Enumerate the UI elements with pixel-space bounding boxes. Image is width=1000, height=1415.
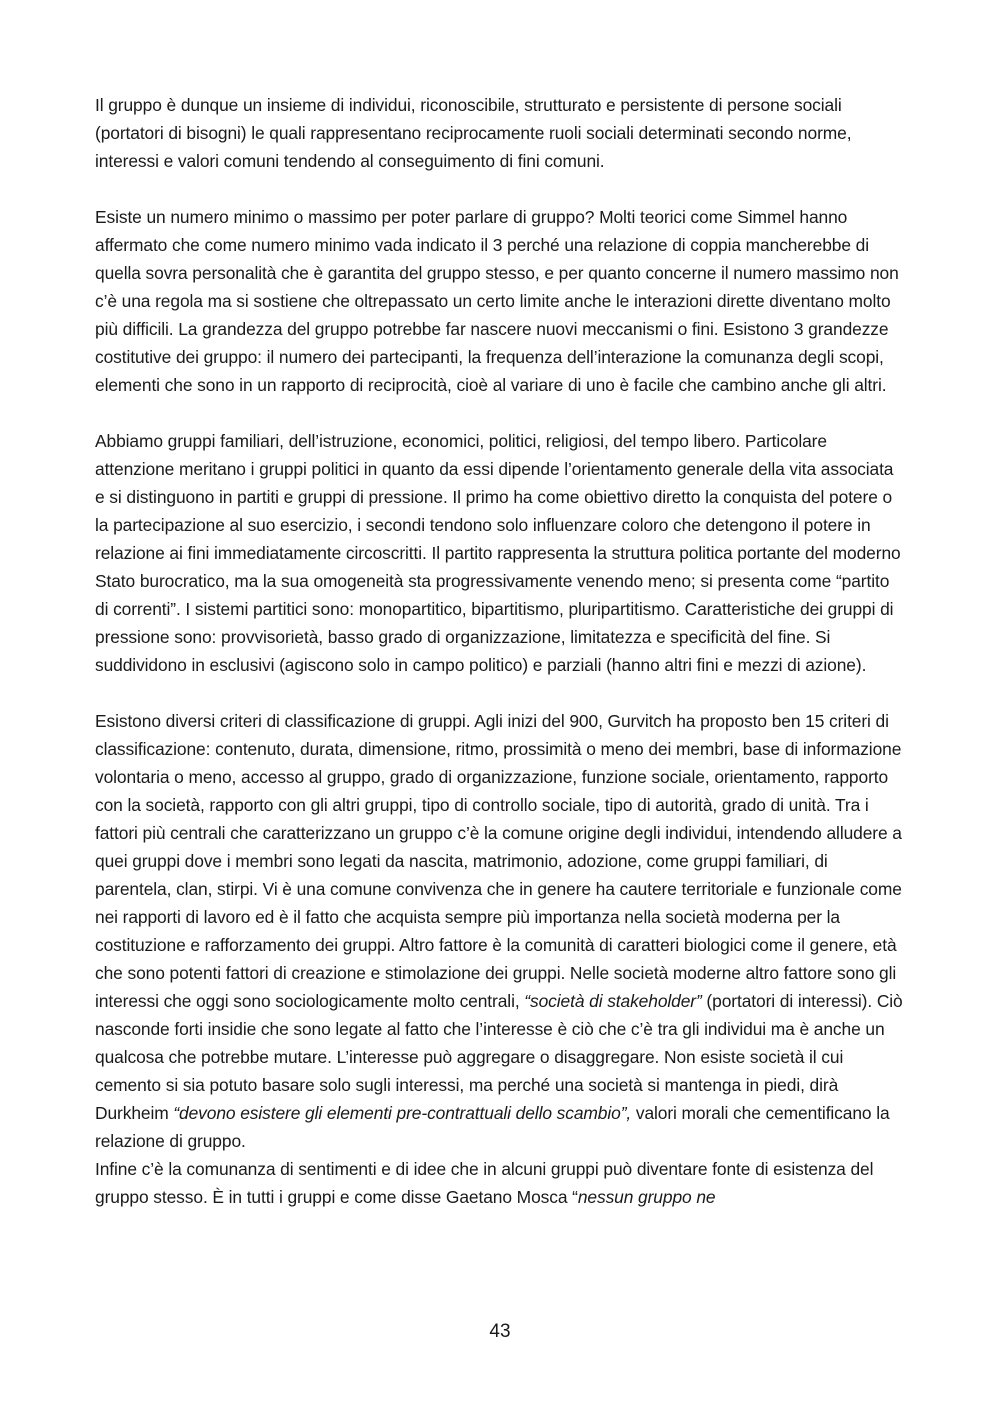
quote-stakeholder: “società di stakeholder” — [524, 991, 702, 1011]
quote-durkheim: “devono esistere gli elementi pre-contrattuali dello scambio”, — [173, 1103, 632, 1123]
paragraph-group-size: Esiste un numero minimo o massimo per poter parlare di gruppo? Molti teorici come Simmel hanno affermato che come numero minimo vada indicato il 3 perché una relazione di coppia mancherebbe di quella sovra personalità che è garantita del gruppo stesso, e per quanto concerne il numero massimo non c’è una regola ma si sostiene che oltrepassato un certo limite anche le interazioni dirette diventano molto più difficili. La grandezza del gruppo potrebbe far nascere nuovi meccanismi o fini. Esistono 3 grandezze costitutive dei gruppo: il numero dei partecipanti, la frequenza dell’interazione la comunanza degli scopi, elementi che sono in un rapporto di reciprocità, cioè al variare di uno è facile che cambino anche gli altri. — [95, 207, 899, 395]
text-run: valori morali che cementificano la relazione di gruppo. — [95, 1103, 890, 1151]
paragraph-shared-sentiments — [95, 1155, 907, 1211]
quote-mosca: nessun gruppo ne — [577, 1187, 716, 1207]
text-run: Infine c’è la comunanza di sentimenti e di idee che in alcuni gruppi può diventare fonte di esistenza del gruppo stesso. È in tutti i gruppi e come disse Gaetano Mosca “ — [95, 1159, 874, 1207]
body-text — [95, 91, 907, 1211]
text-run: Esistono diversi criteri di classificazione di gruppi. Agli inizi del 900, Gurvitch ha proposto ben 15 criteri di classificazione: contenuto, durata, dimensione, ritmo, prossimità o meno dei membri, base di informazione volontaria o meno, accesso al gruppo, grado di organizzazione, funzione sociale, orientamento, rapporto con la società, rapporto con gli altri gruppi, tipo di controllo sociale, tipo di autorità, grado di unità. Tra i fattori più centrali che caratterizzano un gruppo c’è la comune origine degli individui, intendendo alludere a quei gruppi dove i membri sono legati da nascita, matrimonio, adozione, come gruppi familiari, di parentela, clan, stirpi. Vi è una comune convivenza che in genere ha cautere territoriale e funzionale come nei rapporti di lavoro ed è il fatto che acquista sempre più importanza nella società moderna per la costituzione e rafforzamento dei gruppi. Altro fattore è la comunità di caratteri biologici come il genere, età che sono potenti fattori di creazione e stimolazione dei gruppi. Nelle società moderne altro fattore sono gli interessi che oggi sono sociologicamente molto centrali, — [95, 711, 902, 1011]
text-run: (portatori di interessi). Ciò nasconde forti insidie che sono legate al fatto che l’interesse è ciò che c’è tra gli individui ma è anche un qualcosa che potrebbe mutare. L’interesse può aggregare o disaggregare. Non esiste società il cui cemento si sia potuto basare solo sugli interessi, ma perché una società si mantenga in piedi, dirà Durkheim — [95, 991, 903, 1123]
page-number: 43 — [489, 1321, 511, 1342]
paragraph-group-definition: Il gruppo è dunque un insieme di individui, riconoscibile, strutturato e persistente di persone sociali (portatori di bisogni) le quali rappresentano reciprocamente ruoli sociali determinati secondo norme, interessi e valori comuni tendendo al conseguimento di fini comuni. — [95, 95, 852, 171]
paragraph-classification-criteria — [95, 707, 907, 1155]
paragraph-group-types: Abbiamo gruppi familiari, dell’istruzione, economici, politici, religiosi, del tempo libero. Particolare attenzione meritano i gruppi politici in quanto da essi dipende l’orientamento generale della vita associata e si distinguono in partiti e gruppi di pressione. Il primo ha come obiettivo diretto la conquista del potere o la partecipazione al suo esercizio, i secondi tendono solo influenzare coloro che detengono il potere in relazione ai fini immediatamente circoscritti. Il partito rappresenta la struttura politica portante del moderno Stato burocratico, ma la sua omogeneità sta progressivamente venendo meno; si presenta come “partito di correnti”. I sistemi partitici sono: monopartitico, bipartitismo, pluripartitismo. Caratteristiche dei gruppi di pressione sono: provvisorietà, basso grado di organizzazione, limitatezza e specificità del fine. Si suddividono in esclusivi (agiscono solo in campo politico) e parziali (hanno altri fini e mezzi di azione). — [95, 431, 901, 675]
